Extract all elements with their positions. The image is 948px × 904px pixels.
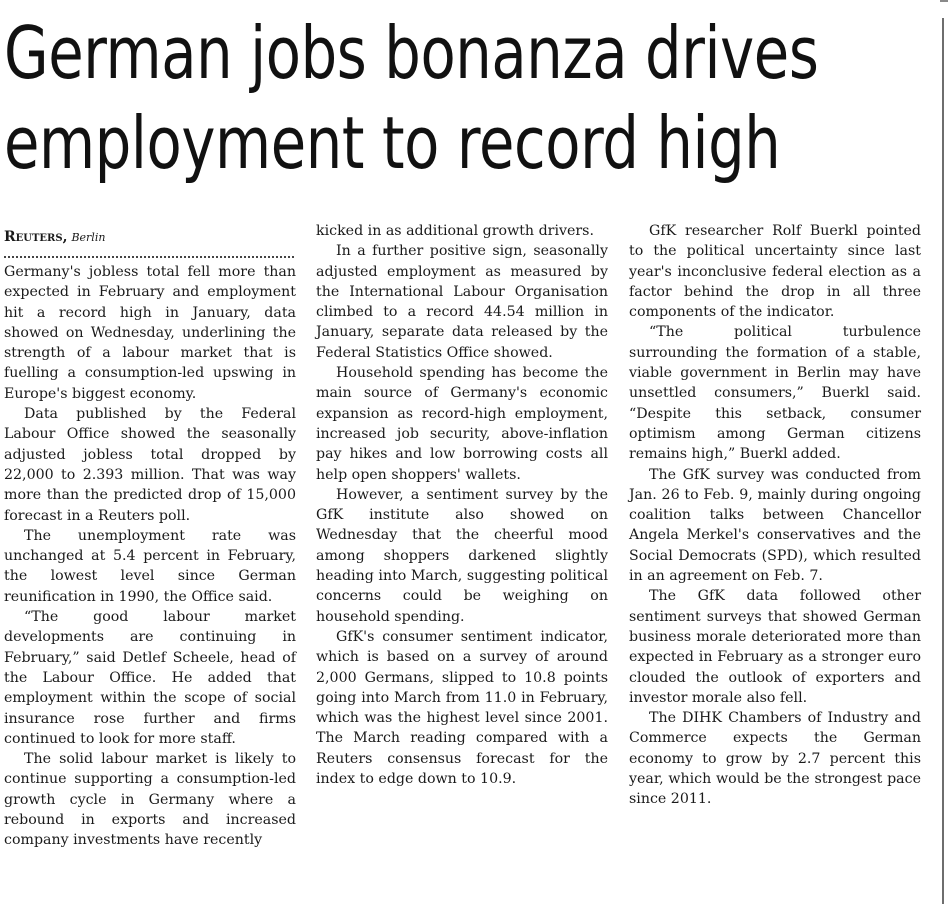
paragraph: “The good labour market developments are continuing in February,” said Detlef Scheele, head of the Labour Office. He added that employment within the scope of social insurance rose further and firms continued to look for more staff.	[4, 609, 296, 747]
paragraph: “The political turbulence surrounding the formation of a stable, viable government in Berlin may have unsettled consumers,” Buerkl said. “Despite this setback, consumer optimism among German citizens remains high,” Buerkl added.	[629, 324, 921, 463]
paragraph: Germany's jobless total fell more than expected in February and employment hit a record high in January, data showed on Wednesday, underlining the strength of a labour market that is fuelling a consumption-led upswing in Europe's biggest economy.	[4, 264, 296, 402]
byline-divider	[4, 256, 294, 258]
paragraph: kicked in as additional growth drivers.	[316, 223, 594, 239]
paragraph: The GfK data followed other sentiment surveys that showed German business morale deteriorated more than expected in February as a stronger euro clouded the outlook of exporters and investor morale also fell.	[629, 588, 921, 706]
byline	[4, 228, 296, 247]
headline	[4, 8, 819, 188]
paragraph: The solid labour market is likely to continue supporting a consumption-led growth cycle in Germany where a rebound in exports and increased company investments have recently	[4, 751, 296, 849]
byline-dateline: Berlin	[71, 231, 106, 244]
paragraph: GfK's consumer sentiment indicator, which is based on a survey of around 2,000 Germans, slipped to 10.8 points going into March from 11.0 in February, which was the highest level since 2001. The March reading compared with a Reuters consensus forecast for the index to edge down to 10.9.	[316, 628, 608, 788]
article-column-1	[4, 262, 296, 851]
paragraph: The unemployment rate was unchanged at 5.4 percent in February, the lowest level since German reunification in 1990, the Office said.	[4, 527, 296, 605]
paragraph: GfK researcher Rolf Buerkl pointed to the political uncertainty since last year's inconclusive federal election as a factor behind the drop in all three components of the indicator.	[629, 223, 921, 321]
headline-line-1: German jobs bonanza drives	[4, 11, 819, 95]
paragraph: In a further positive sign, seasonally adjusted employment as measured by the International Labour Organisation climbed to a record 44.54 million in January, separate data released by the Federal Statistics Office showed.	[316, 243, 608, 361]
paragraph: The DIHK Chambers of Industry and Commerce expects the German economy to grow by 2.7 percent this year, which would be the strongest pace since 2011.	[629, 710, 921, 808]
byline-agency: Reuters,	[4, 229, 68, 245]
headline-line-2: employment to record high	[4, 101, 781, 185]
paragraph: The GfK survey was conducted from Jan. 26 to Feb. 9, mainly during ongoing coalition talks between Chancellor Angela Merkel's conservatives and the Social Democrats (SPD), which resulted in an agreement on Feb. 7.	[629, 466, 921, 585]
article-column-2	[316, 221, 608, 789]
page-edge-top	[940, 0, 948, 2]
page-edge-right	[942, 18, 944, 904]
paragraph: Household spending has become the main source of Germany's economic expansion as record-high employment, increased job security, above-inflation pay hikes and low borrowing costs all help open shoppers' wallets.	[316, 365, 608, 483]
article-column-3	[629, 221, 921, 810]
paragraph: However, a sentiment survey by the GfK institute also showed on Wednesday that the cheerful mood among shoppers darkened slightly heading into March, suggesting political concerns could be weighing on household spending.	[316, 486, 608, 625]
paragraph: Data published by the Federal Labour Office showed the seasonally adjusted jobless total dropped by 22,000 to 2.393 million. That was way more than the predicted drop of 15,000 forecast in a Reuters poll.	[4, 406, 296, 524]
